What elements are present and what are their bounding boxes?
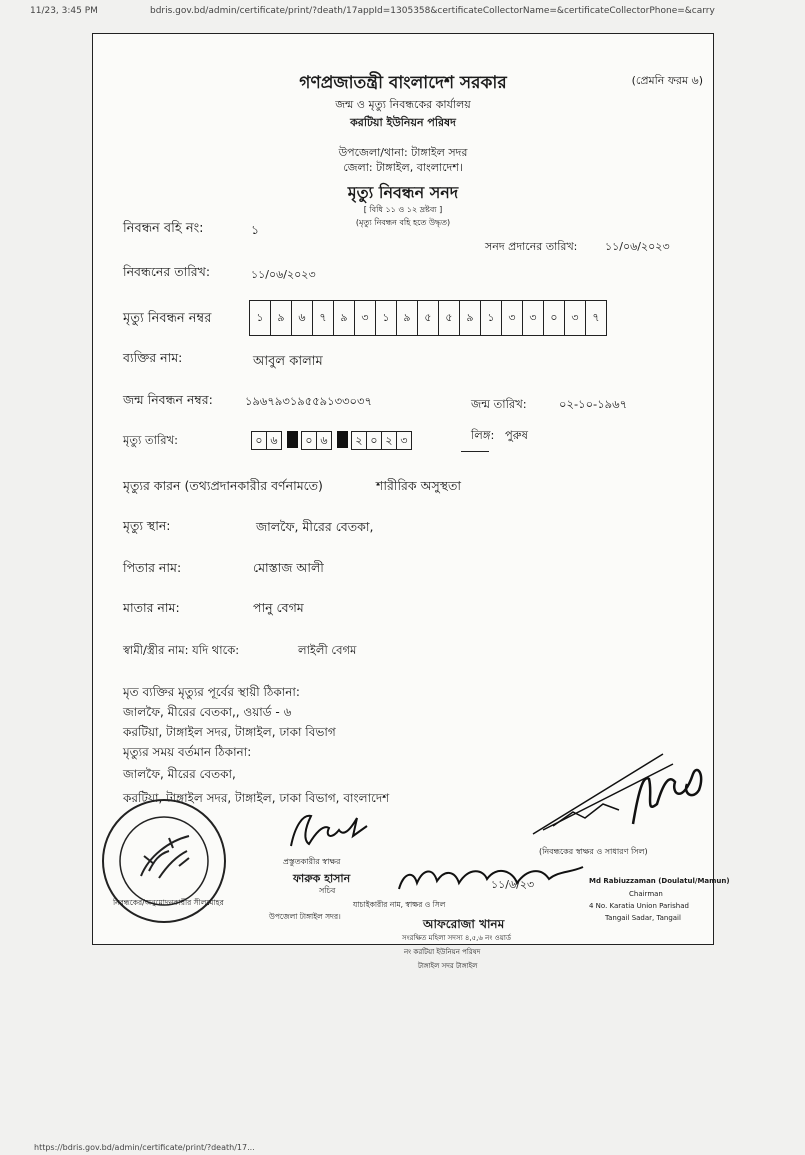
certificate-title: মৃত্যু নিবন্ধন সনদ	[347, 183, 459, 202]
verifier-seal-note2: উপজেলা টাঙ্গাইল সদর।	[269, 912, 341, 921]
spouse-name-label: স্বামী/স্ত্রীর নাম: যদি থাকে:	[123, 643, 240, 657]
registration-date-label: নিবন্ধনের তারিখ:	[123, 264, 211, 279]
rule-reference: [ বিধি ১১ ও ১২ দ্রষ্টব্য ]	[363, 205, 443, 214]
birth-date-label: জন্ম তারিখ:	[471, 397, 527, 411]
gender-label: লিঙ্গ:	[471, 428, 495, 442]
print-time: 11/23, 3:45 PM	[30, 6, 98, 16]
chairman-stamp-line1: Md Rabiuzzaman (Doulatul/Mamun)	[589, 877, 730, 885]
death-date-label: মৃত্যু তারিখ:	[123, 433, 179, 447]
preparer-signature	[283, 806, 373, 854]
book-number-label: নিবন্ধন বহি নং:	[123, 221, 204, 236]
digit-cell: ৬	[270, 434, 278, 447]
permanent-address-line1: জালফৈ, মীরের বেতকা,, ওয়ার্ড - ৬	[123, 705, 292, 719]
preparer-name: ফারুক হাসান	[293, 872, 351, 885]
digit-cell: ৩	[400, 434, 408, 447]
union-name: করটিয়া ইউনিয়ন পরিষদ	[350, 116, 456, 129]
digit-cell: ৫	[439, 301, 460, 335]
digit-cell: ১	[376, 301, 397, 335]
digit-cell: ০	[367, 432, 382, 449]
gender-underline	[461, 451, 489, 452]
digit-cell: ২	[382, 432, 397, 449]
issue-date-label: সনদ প্রদানের তারিখ:	[485, 240, 578, 253]
digit-cell: ৯	[334, 301, 355, 335]
verifier-seal-note: নিবন্ধকের/অনুমোদনকারীর সীলমোহর	[113, 898, 224, 907]
checker-note: যাচাইকারীর নাম, স্বাক্ষর ও সিল	[353, 900, 446, 909]
government-title: গণপ্রজাতন্ত্রী বাংলাদেশ সরকার	[299, 73, 507, 93]
digit-cell: ৬	[292, 301, 313, 335]
digit-cell: ৬	[320, 434, 328, 447]
death-reg-number-boxes	[249, 300, 607, 336]
digit-cell: ২	[352, 432, 367, 449]
preparer-title: সচিব	[319, 886, 336, 895]
person-name-label: ব্যক্তির নাম:	[123, 350, 183, 365]
gender: পুরুষ	[505, 428, 528, 442]
current-address-line1: জালফৈ, মীরের বেতকা,	[123, 767, 236, 781]
extract-note: (মৃত্যু নিবন্ধন বহি হতে উদ্ধৃত)	[355, 218, 451, 227]
birth-reg-label: জন্ম নিবন্ধন নম্বর:	[123, 392, 213, 407]
father-name: মোস্তাজ আলী	[253, 560, 324, 575]
mother-name-label: মাতার নাম:	[123, 600, 180, 615]
digit-cell: ৯	[271, 301, 292, 335]
permanent-address-label: মৃত ব্যক্তির মৃত্যুর পূর্বের স্থায়ী ঠিকানা:	[123, 685, 300, 699]
member-stamp-line2: সংরক্ষিত মহিলা সদস্য ৪,৫,৬ নং ওয়ার্ড	[402, 934, 512, 942]
death-place: জালফৈ, মীরের বেতকা,	[256, 519, 374, 534]
death-cause: শারীরিক অসুস্থতা	[376, 478, 462, 493]
book-number: ১	[251, 222, 260, 237]
current-address-line2: করটিয়া, টাঙ্গাইল সদর, টাঙ্গাইল, ঢাকা বিভাগ, বাংলাদেশ	[123, 791, 390, 805]
registrar-office: জন্ম ও মৃত্যু নিবন্ধকের কার্যালয়	[335, 98, 471, 111]
digit-cell: ৫	[418, 301, 439, 335]
digit-cell: ৩	[355, 301, 376, 335]
print-url: bdris.gov.bd/admin/certificate/print/?death/17appId=1305358&certificateCollectorName=&certificateCollectorPhone=&carry	[150, 6, 715, 16]
chairman-stamp-line2: Chairman	[629, 890, 663, 898]
digit-cell: ৭	[313, 301, 334, 335]
father-name-label: পিতার নাম:	[123, 560, 182, 575]
chairman-stamp-line3: 4 No. Karatia Union Parishad	[589, 902, 689, 910]
date-separator	[337, 431, 348, 448]
date-separator	[287, 431, 298, 448]
digit-cell: ১	[250, 301, 271, 335]
form-number: (প্রেমনি ফরম ৬)	[631, 74, 703, 87]
digit-cell: ৯	[460, 301, 481, 335]
upazila: উপজেলা/থানা: টাঙ্গাইল সদর	[338, 146, 468, 159]
print-footer-url: https://bdris.gov.bd/admin/certificate/print/?death/17...	[34, 1143, 255, 1152]
digit-cell: ৩	[502, 301, 523, 335]
permanent-address-line2: করটিয়া, টাঙ্গাইল সদর, টাঙ্গাইল, ঢাকা বিভাগ	[123, 725, 336, 739]
digit-cell: ৩	[523, 301, 544, 335]
death-cause-label: মৃত্যুর কারন (তথ্যপ্রদানকারীর বর্ণনামতে)	[123, 478, 323, 493]
death-place-label: মৃত্যু স্থান:	[123, 518, 171, 533]
chairman-stamp-line4: Tangail Sadar, Tangail	[605, 914, 681, 922]
current-address-label: মৃত্যুর সময় বর্তমান ঠিকানা:	[123, 745, 252, 759]
digit-cell: ০	[544, 301, 565, 335]
member-stamp-line3: নং করটিয়া ইউনিয়ন পরিষদ	[404, 948, 481, 956]
spouse-name: লাইলী বেগম	[298, 643, 357, 657]
digit-cell: ১	[481, 301, 502, 335]
registrar-signature-label: (নিবন্ধকের স্বাক্ষর ও সাধারণ সিল)	[539, 847, 648, 856]
death-certificate	[92, 33, 730, 945]
member-stamp-line4: টাঙ্গাইল সদর টাঙ্গাইল	[418, 962, 478, 970]
mother-name: পানু বেগম	[253, 600, 304, 615]
digit-cell: ৭	[592, 311, 600, 324]
death-reg-number-label: মৃত্যু নিবন্ধন নম্বর	[123, 311, 212, 326]
birth-reg-number: ১৯৬৭৯৩১৯৫৫৯১৩৩০৩৭	[245, 394, 372, 408]
district: জেলা: টাঙ্গাইল, বাংলাদেশ।	[343, 161, 463, 174]
digit-cell: ০	[252, 432, 267, 449]
birth-date: ০২-১০-১৯৬৭	[559, 397, 628, 411]
person-name: আবুল কালাম	[253, 354, 323, 369]
registration-date: ১১/০৬/২০২৩	[251, 268, 316, 281]
death-date-boxes	[251, 431, 417, 450]
preparer-signature-label: প্রস্তুতকারীর স্বাক্ষর	[283, 857, 341, 866]
digit-cell: ৩	[565, 301, 586, 335]
digit-cell: ০	[302, 432, 317, 449]
issue-date: ১১/০৬/২০২৩	[605, 240, 670, 253]
registrar-signature	[523, 734, 713, 844]
member-stamp-name: আফরোজা খানম	[423, 917, 505, 931]
digit-cell: ৯	[397, 301, 418, 335]
member-signature-date: ১১/৬/২৩	[491, 878, 535, 891]
